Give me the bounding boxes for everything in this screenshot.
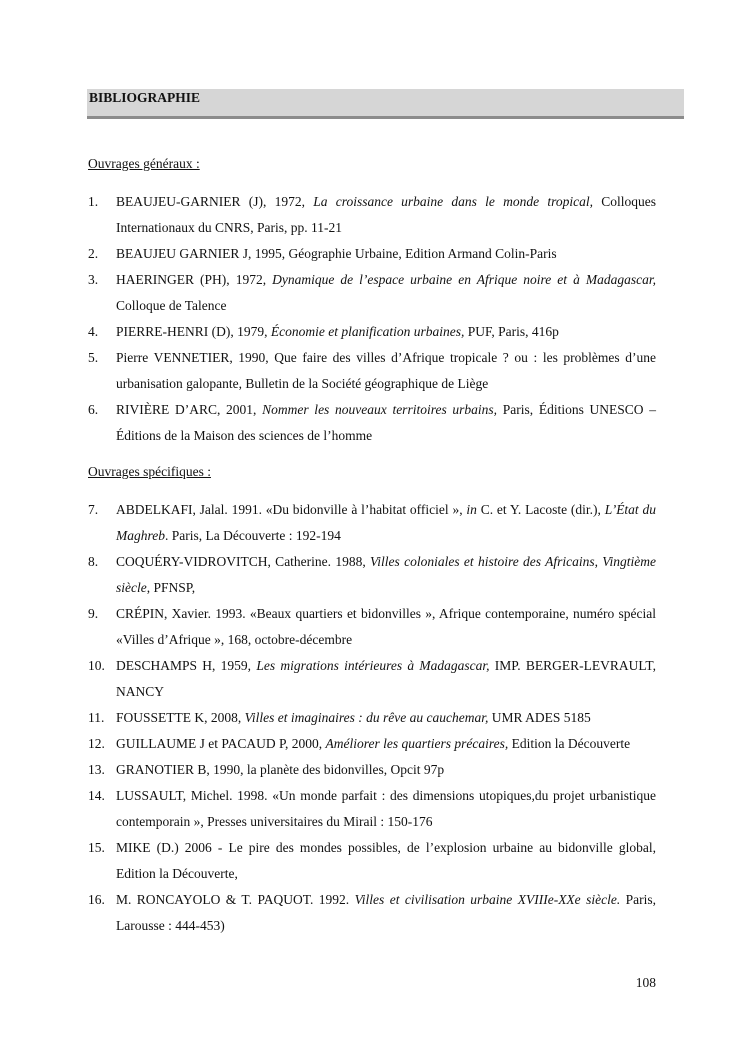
entry-text	[116, 653, 656, 705]
entry-italic-title: Vingtième siècle	[116, 554, 656, 595]
entry-text-segment: Colloques Internationaux du CNRS, Paris, pp. 11-21	[116, 194, 656, 235]
entry-italic-title: Économie et planification urbaines,	[270, 324, 465, 339]
entry-italic-title: Améliorer les quartiers précaires,	[325, 736, 509, 751]
bibliography-entry	[88, 757, 656, 783]
entry-text-segment: GRANOTIER B, 1990, la planète des bidonvilles, Opcit 97p	[116, 762, 445, 777]
entry-italic-title: L’État du Maghreb	[116, 502, 656, 543]
entry-text	[116, 835, 656, 887]
entry-text-segment: GUILLAUME J et PACAUD P, 2000,	[116, 736, 326, 751]
entry-text	[116, 601, 656, 653]
entry-text-segment: IMP. BERGER-LEVRAULT, NANCY	[116, 658, 657, 699]
entry-italic-title: Dynamique de l’espace urbaine en Afrique noire et à Madagascar,	[272, 272, 656, 287]
entry-number: 15.	[88, 840, 105, 855]
entry-number: 13.	[88, 762, 105, 777]
entry-text-segment: BEAUJEU GARNIER J, 1995, Géographie Urbaine, Edition Armand Colin-Paris	[116, 246, 557, 261]
entry-italic-title: Villes et imaginaires : du rêve au cauchemar,	[244, 710, 489, 725]
entry-number: 7.	[88, 502, 99, 517]
entry-text-segment: RIVIÈRE D’ARC, 2001,	[116, 402, 263, 417]
section-heading-specific: Ouvrages spécifiques :	[88, 464, 211, 479]
entry-text-segment: ,	[594, 554, 603, 569]
page-number: 108	[635, 975, 656, 990]
entry-text-segment: BEAUJEU-GARNIER (J), 1972,	[116, 194, 314, 209]
bibliography-entry	[88, 319, 656, 345]
entry-text-segment: Edition la Découverte	[508, 736, 631, 751]
entry-text-segment: . Paris, La Découverte : 192-194	[165, 528, 341, 543]
entry-text	[116, 241, 656, 267]
entry-text	[116, 705, 656, 731]
bibliography-entry	[88, 601, 656, 653]
entry-text-segment: Pierre VENNETIER, 1990, Que faire des villes d’Afrique tropicale ? ou : les problèmes d’une urbanisation galopante, Bulletin de la Société géographique de Liège	[116, 350, 656, 391]
section-heading-general: Ouvrages généraux :	[88, 156, 200, 171]
entry-number: 16.	[88, 892, 105, 907]
entry-italic-title: Villes et civilisation urbaine XVIIIe-XXe siècle.	[354, 892, 621, 907]
entry-number: 9.	[88, 606, 99, 621]
entry-text	[116, 757, 656, 783]
bibliography-entry	[88, 887, 656, 939]
entry-text-segment: UMR ADES 5185	[488, 710, 591, 725]
entry-text-segment: MIKE (D.) 2006 - Le pire des mondes possibles, de l’explosion urbaine au bidonville global, Edition la Découverte,	[116, 840, 656, 881]
bibliography-list-specific	[88, 497, 656, 939]
entry-text-segment: COQUÉRY-VIDROVITCH, Catherine. 1988,	[116, 554, 371, 569]
entry-number: 12.	[88, 736, 105, 751]
title-bar	[87, 89, 684, 119]
entry-italic-title: Villes coloniales et histoire des Africains	[370, 554, 595, 569]
entry-number: 2.	[88, 246, 99, 261]
entry-number: 11.	[88, 710, 105, 725]
entry-italic-title: La croissance urbaine dans le monde tropical,	[313, 194, 593, 209]
entry-text-segment: CRÉPIN, Xavier. 1993. «Beaux quartiers et bidonvilles », Afrique contemporaine, numéro spécial «Villes d’Afrique », 168, octobre-décembre	[116, 606, 656, 647]
entry-text	[116, 731, 656, 757]
entry-text	[116, 887, 656, 939]
entry-text-segment: Paris, Éditions UNESCO – Éditions de la Maison des sciences de l’homme	[116, 402, 656, 443]
entry-text-segment: FOUSSETTE K, 2008,	[116, 710, 245, 725]
bibliography-entry	[88, 731, 656, 757]
bibliography-entry	[88, 835, 656, 887]
bibliography-entry	[88, 267, 656, 319]
entry-text	[116, 549, 656, 601]
entry-number: 8.	[88, 554, 99, 569]
entry-text-segment: PUF, Paris, 416p	[464, 324, 559, 339]
entry-text-segment: Colloque de Talence	[116, 298, 227, 313]
entry-text-segment: ABDELKAFI, Jalal. 1991. «Du bidonville à l’habitat officiel »,	[116, 502, 467, 517]
entry-number: 10.	[88, 658, 105, 673]
entry-italic-title: Nommer les nouveaux territoires urbains,	[262, 402, 498, 417]
entry-number: 3.	[88, 272, 99, 287]
entry-text-segment: HAERINGER (PH), 1972,	[116, 272, 273, 287]
entry-text	[116, 397, 656, 449]
entry-number: 6.	[88, 402, 99, 417]
bibliography-entry	[88, 705, 656, 731]
page-title: BIBLIOGRAPHIE	[89, 90, 201, 105]
entry-text-segment: LUSSAULT, Michel. 1998. «Un monde parfait : des dimensions utopiques,du projet urbanistique contemporain », Presses universitaires du Mirail : 150-176	[116, 788, 656, 829]
bibliography-entry	[88, 783, 656, 835]
entry-italic-title: in	[466, 502, 477, 517]
bibliography-entry	[88, 653, 656, 705]
entry-text	[116, 345, 656, 397]
entry-text-segment: M. RONCAYOLO & T. PAQUOT. 1992.	[116, 892, 355, 907]
entry-text-segment: DESCHAMPS H, 1959,	[116, 658, 257, 673]
entry-text	[116, 319, 656, 345]
entry-text-segment: , PFNSP,	[146, 580, 196, 595]
bibliography-entry	[88, 241, 656, 267]
entry-text	[116, 267, 656, 319]
bibliography-entry	[88, 497, 656, 549]
bibliography-list-general	[88, 189, 656, 449]
entry-text-segment: Paris, Larousse : 444-453)	[116, 892, 656, 933]
bibliography-entry	[88, 549, 656, 601]
entry-number: 5.	[88, 350, 99, 365]
bibliography-entry	[88, 189, 656, 241]
entry-number: 1.	[88, 194, 99, 209]
bibliography-entry	[88, 397, 656, 449]
entry-text	[116, 497, 656, 549]
entry-number: 4.	[88, 324, 99, 339]
entry-italic-title: Les migrations intérieures à Madagascar,	[256, 658, 490, 673]
bibliography-entry	[88, 345, 656, 397]
entry-text	[116, 783, 656, 835]
entry-text-segment: PIERRE-HENRI (D), 1979,	[116, 324, 271, 339]
entry-number: 14.	[88, 788, 105, 803]
entry-text	[116, 189, 656, 241]
entry-text-segment: C. et Y. Lacoste (dir.),	[476, 502, 605, 517]
